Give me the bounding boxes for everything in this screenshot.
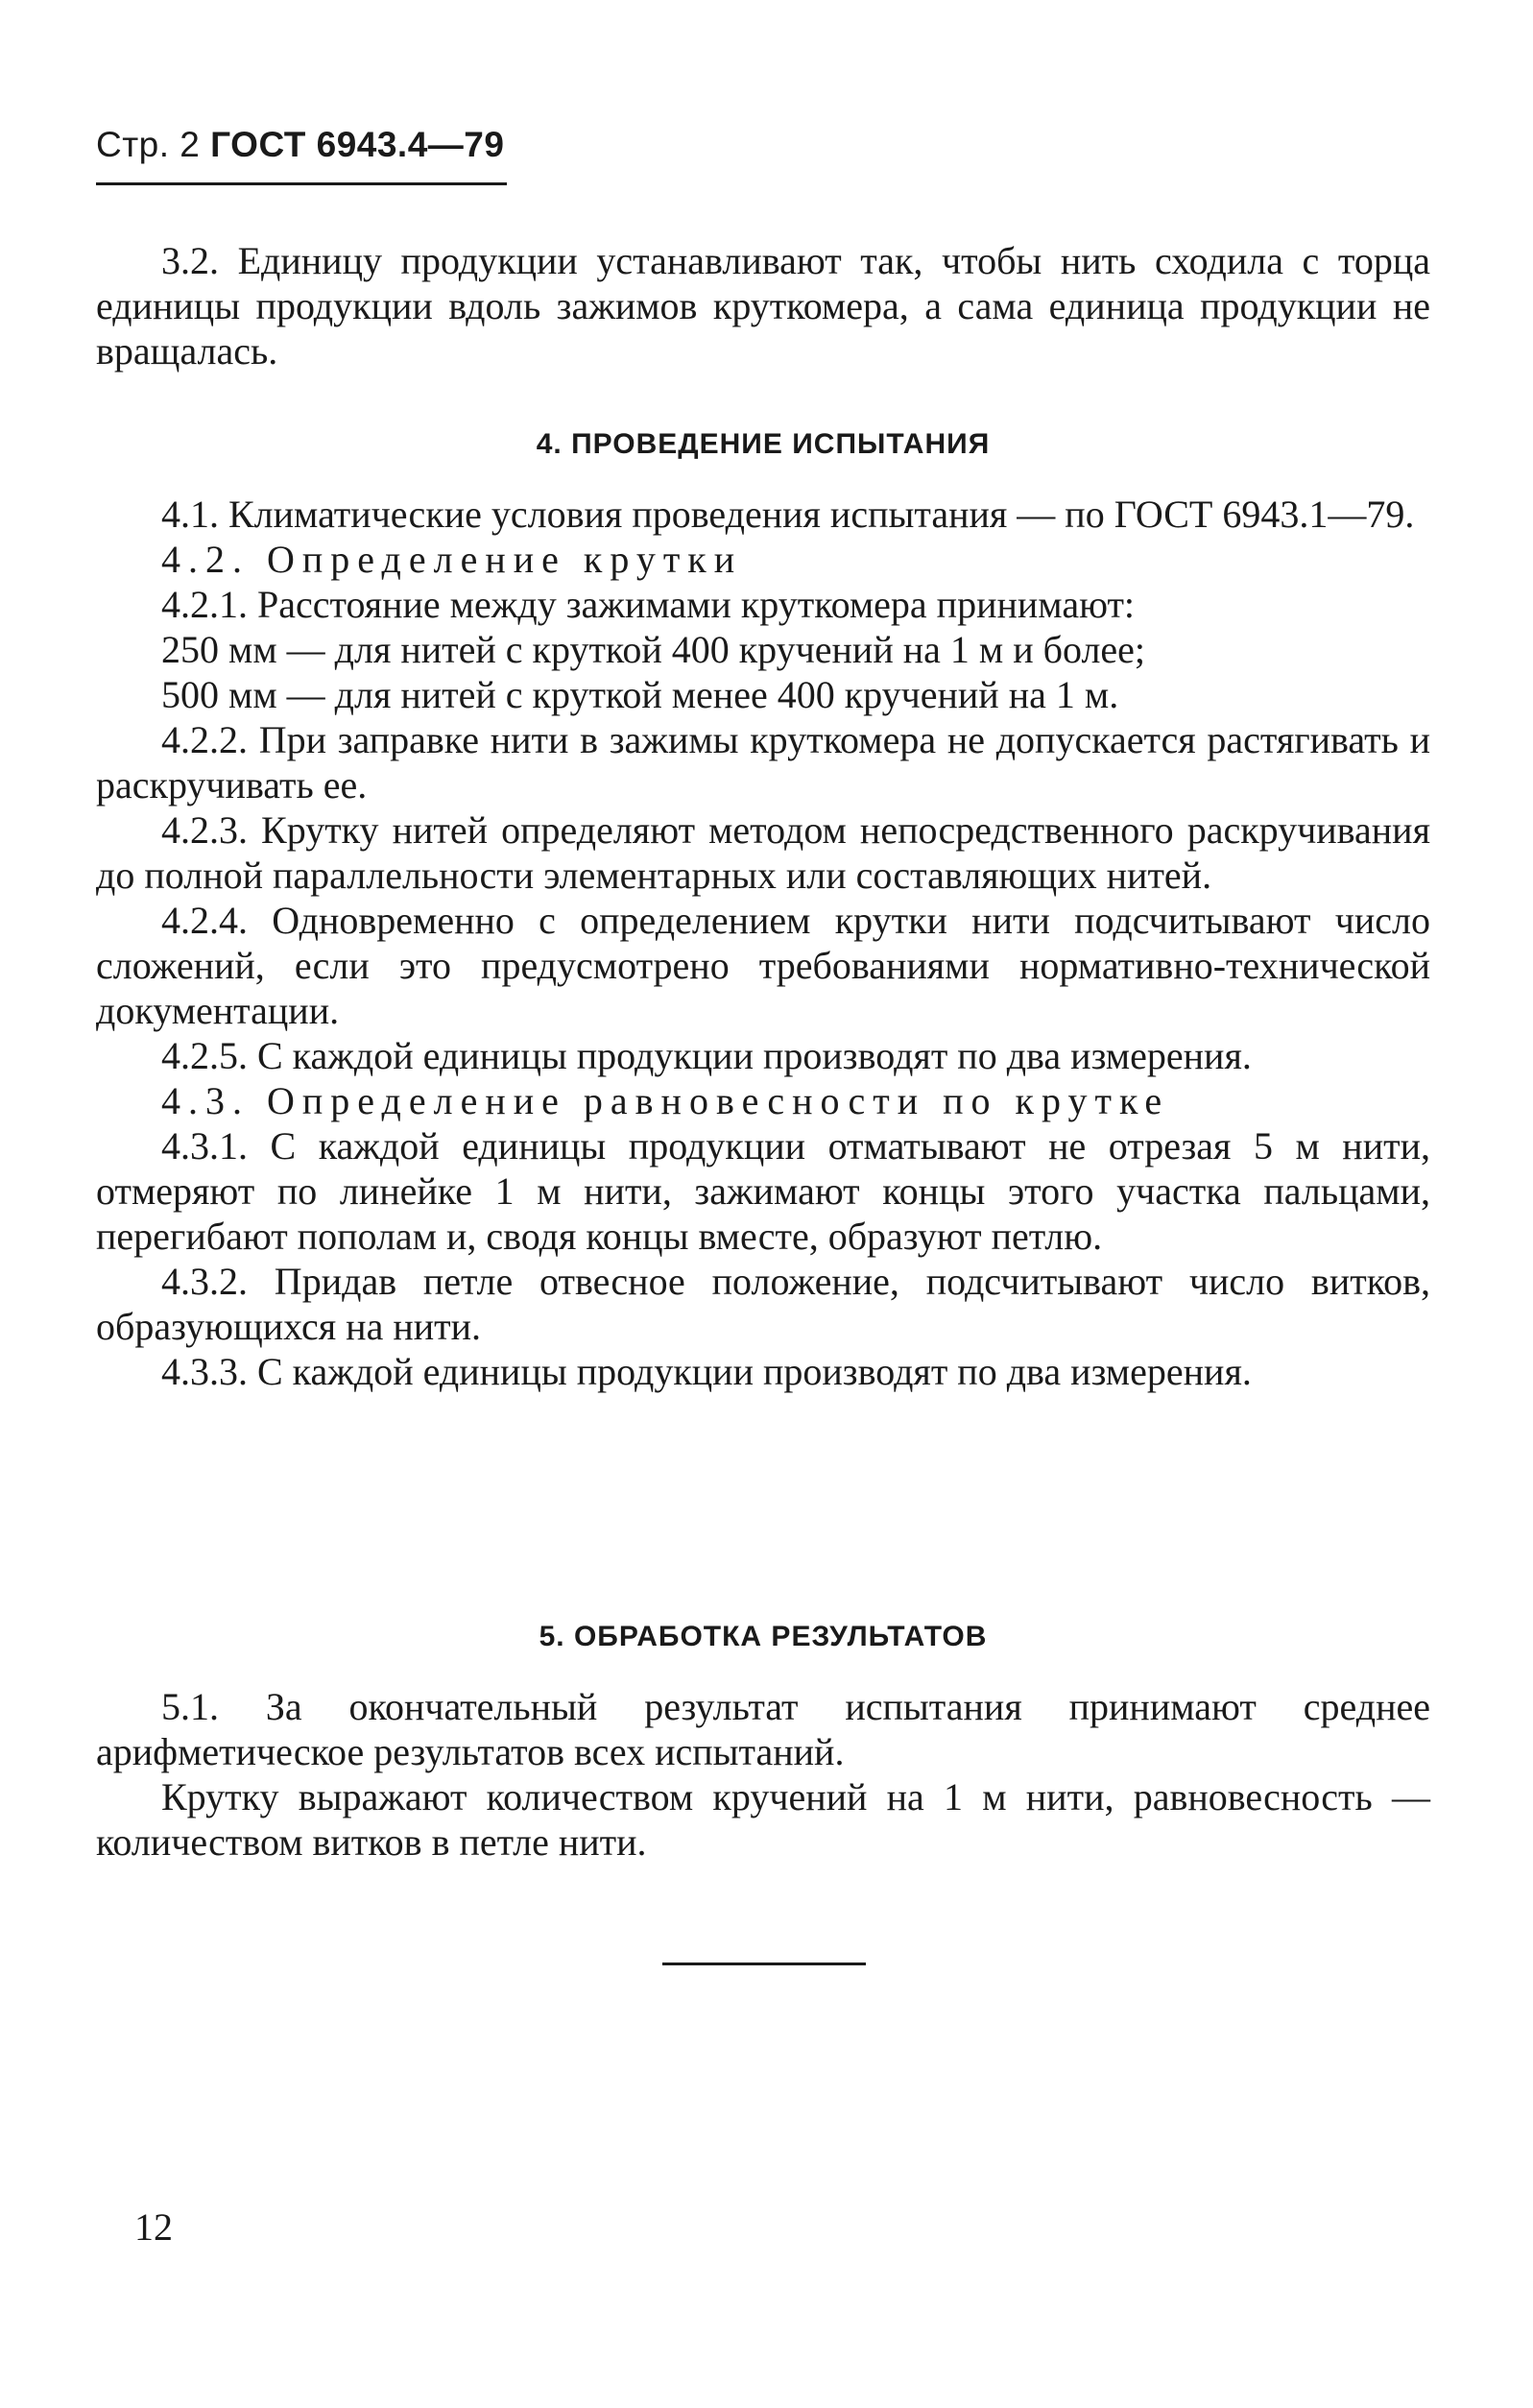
- subheading-4-3: 4.3. Определение равновесности по крутке: [161, 1079, 1170, 1122]
- paragraph-4-3-2: 4.3.2. Придав петле отвесное положение, подсчитывают число витков, образующихся на нити.: [96, 1260, 1430, 1348]
- paragraph-4-2-2: 4.2.2. При заправке нити в зажимы круткомера не допускается растягивать и раскручивать ее.: [96, 718, 1430, 807]
- page-number: 12: [134, 2205, 173, 2249]
- section-4-body: [96, 492, 1430, 1394]
- paragraph-4-3-1: 4.3.1. С каждой единицы продукции отматывают не отрезая 5 м нити, отмеряют по линейке 1 м нити, зажимают концы этого участка пальцами, перегибают пополам и, сводя концы вместе, образуют петлю.: [96, 1124, 1430, 1258]
- paragraph-500mm: 500 мм — для нитей с круткой менее 400 кручений на 1 м.: [161, 673, 1119, 716]
- paragraph-5-1: 5.1. За окончательный результат испытания принимают среднее арифметическое результатов всех испытаний.: [96, 1685, 1430, 1773]
- standard-number: ГОСТ 6943.4—79: [210, 125, 505, 164]
- section-5-heading: 5. ОБРАБОТКА РЕЗУЛЬТАТОВ: [539, 1621, 988, 1652]
- paragraph-5-result: Крутку выражают количеством кручений на 1 м нити, равновесность — количеством витков в петле нити.: [96, 1775, 1430, 1864]
- paragraph-4-1: 4.1. Климатические условия проведения испытания — по ГОСТ 6943.1—79.: [161, 493, 1415, 536]
- paragraph-250mm: 250 мм — для нитей с круткой 400 кручений на 1 м и более;: [161, 628, 1146, 671]
- paragraph-4-2-1: 4.2.1. Расстояние между зажимами круткомера принимают:: [161, 583, 1136, 626]
- paragraph-4-2-3: 4.2.3. Крутку нитей определяют методом непосредственного раскручивания до полной параллельности элементарных или составляющих нитей.: [96, 808, 1430, 897]
- running-head: [96, 125, 504, 165]
- intro-block: [96, 238, 1430, 373]
- paragraph-4-2-5: 4.2.5. С каждой единицы продукции производят по два измерения.: [161, 1034, 1252, 1077]
- paragraph-3-2: 3.2. Единицу продукции устанавливают так, чтобы нить сходила с торца единицы продукции вдоль зажимов круткомера, а сама единица продукции не вращалась.: [96, 239, 1430, 373]
- end-rule: [662, 1963, 866, 1965]
- page-label: Стр. 2: [96, 125, 201, 164]
- header-rule: [96, 182, 507, 185]
- section-4-heading: 4. ПРОВЕДЕНИЕ ИСПЫТАНИЯ: [536, 428, 991, 460]
- paragraph-4-3-3: 4.3.3. С каждой единицы продукции производят по два измерения.: [161, 1350, 1252, 1393]
- section-5-body: [96, 1684, 1430, 1865]
- paragraph-4-2-4: 4.2.4. Одновременно с определением крутки нити подсчитывают число сложений, если это предусмотрено требованиями нормативно-технической документации.: [96, 899, 1430, 1032]
- subheading-4-2: 4.2. Определение крутки: [161, 538, 743, 581]
